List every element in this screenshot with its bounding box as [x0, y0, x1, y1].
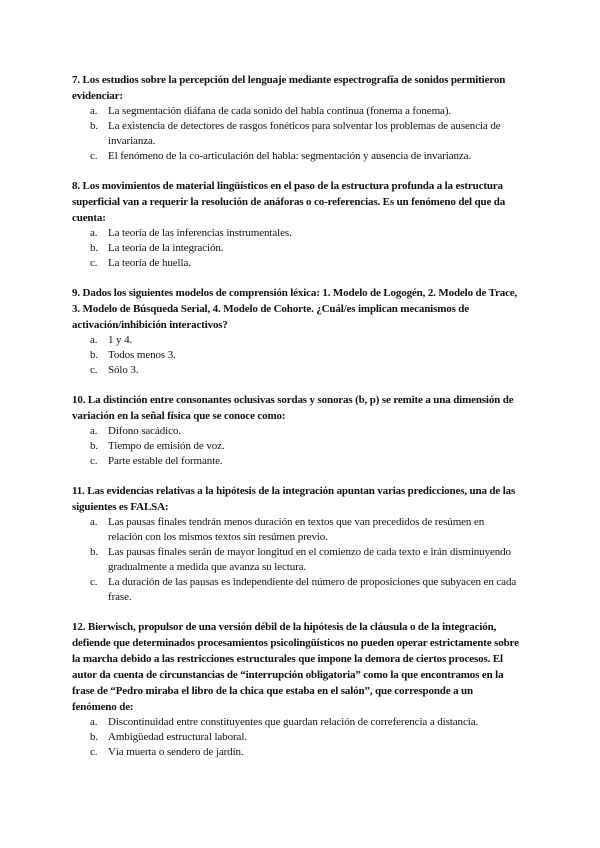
option-letter: c. — [90, 257, 98, 269]
option-list — [72, 333, 520, 378]
option-letter: c. — [90, 746, 98, 758]
option-item — [72, 745, 520, 760]
option-text: Ambigüedad estructural laboral. — [108, 731, 247, 743]
option-item — [72, 256, 520, 271]
option-letter: b. — [90, 242, 99, 254]
option-item — [72, 119, 520, 149]
document-page — [72, 72, 520, 774]
option-text: La teoría de huella. — [108, 257, 191, 269]
option-item — [72, 149, 520, 164]
option-item — [72, 439, 520, 454]
option-letter: a. — [90, 334, 98, 346]
option-letter: c. — [90, 576, 98, 588]
question-stem: 7. Los estudios sobre la percepción del lenguaje mediante espectrografía de sonidos permitieron evidenciar: — [72, 74, 506, 102]
option-text: La teoría de las inferencias instrumentales. — [108, 227, 292, 239]
option-item — [72, 348, 520, 363]
option-text: La segmentación diáfana de cada sonido del habla continua (fonema a fonema). — [108, 105, 452, 117]
option-letter: b. — [90, 546, 99, 558]
option-text: Vía muerta o sendero de jardín. — [108, 746, 244, 758]
option-list — [72, 424, 520, 469]
option-item — [72, 730, 520, 745]
option-letter: b. — [90, 349, 99, 361]
option-list — [72, 715, 520, 760]
option-item — [72, 575, 520, 605]
option-text: Discontinuidad entre constituyentes que guardan relación de correferencia a distancia. — [108, 716, 479, 728]
option-letter: a. — [90, 227, 98, 239]
option-letter: c. — [90, 150, 98, 162]
option-list — [72, 226, 520, 271]
option-text: Las pausas finales tendrán menos duración en textos que van precedidos de resúmen en relación con los mismos textos sin resúmen previo. — [108, 516, 485, 543]
option-letter: a. — [90, 425, 98, 437]
question-8 — [72, 178, 520, 271]
question-10 — [72, 392, 520, 469]
option-text: Difono sacádico. — [108, 425, 181, 437]
option-letter: a. — [90, 716, 98, 728]
option-text: Tiempo de emisión de voz. — [108, 440, 225, 452]
question-stem: 9. Dados los siguientes modelos de comprensión léxica: 1. Modelo de Logogén, 2. Modelo de Trace, 3. Modelo de Búsqueda Serial, 4. Modelo de Cohorte. ¿Cuál/es implican mecanismos de activación/inhibición interactivos? — [72, 287, 518, 331]
option-list — [72, 515, 520, 605]
option-item — [72, 545, 520, 575]
option-letter: c. — [90, 455, 98, 467]
option-item — [72, 104, 520, 119]
option-item — [72, 515, 520, 545]
question-12 — [72, 619, 520, 760]
option-text: Las pausas finales serán de mayor longitud en el comienzo de cada texto e irán disminuyendo gradualmente a medida que avanza su lectura. — [108, 546, 511, 573]
option-item — [72, 454, 520, 469]
option-text: Todos menos 3. — [108, 349, 176, 361]
option-letter: b. — [90, 731, 99, 743]
question-stem: 11. Las evidencias relativas a la hipótesis de la integración apuntan varias predicciones, una de las siguientes es FALSA: — [72, 485, 516, 513]
question-11 — [72, 483, 520, 605]
option-item — [72, 226, 520, 241]
question-7 — [72, 72, 520, 164]
option-text: La duración de las pausas es independiente del número de proposiciones que subyacen en cada frase. — [108, 576, 517, 603]
option-item — [72, 715, 520, 730]
question-9 — [72, 285, 520, 378]
option-letter: b. — [90, 440, 99, 452]
option-text: 1 y 4. — [108, 334, 133, 346]
option-text: El fenómeno de la co-articulación del habla: segmentación y ausencia de invarianza. — [108, 150, 472, 162]
option-letter: b. — [90, 120, 99, 132]
option-letter: c. — [90, 364, 98, 376]
option-text: Sólo 3. — [108, 364, 139, 376]
option-letter: a. — [90, 105, 98, 117]
option-item — [72, 333, 520, 348]
question-stem: 12. Bierwisch, propulsor de una versión débil de la hipótesis de la cláusula o de la integración, defiende que determinados procesamientos psicolingüísticos no pueden operar estrictamente sobre la marcha debido a las restricciones estructurales que impone la demora de ciertos procesos. El autor da cuenta de circunstancias de “interrupción obligatoria” como la que encontramos en la frase de “Pedro miraba el libro de la chica que estaba en el salón”, que corresponde a un fenómeno de: — [72, 621, 519, 713]
question-stem: 8. Los movimientos de material lingüísticos en el paso de la estructura profunda a la estructura superficial van a requerir la resolución de anáforas o co-referencias. Es un fenómeno del que da cuenta: — [72, 180, 506, 224]
option-text: Parte estable del formante. — [108, 455, 223, 467]
option-text: La teoría de la integración. — [108, 242, 224, 254]
option-item — [72, 424, 520, 439]
option-letter: a. — [90, 516, 98, 528]
option-text: La existencia de detectores de rasgos fonéticos para solventar los problemas de ausencia de invarianza. — [108, 120, 501, 147]
option-list — [72, 104, 520, 164]
question-stem: 10. La distinción entre consonantes oclusivas sordas y sonoras (b, p) se remite a una dimensión de variación en la señal física que se conoce como: — [72, 394, 514, 422]
option-item — [72, 363, 520, 378]
option-item — [72, 241, 520, 256]
